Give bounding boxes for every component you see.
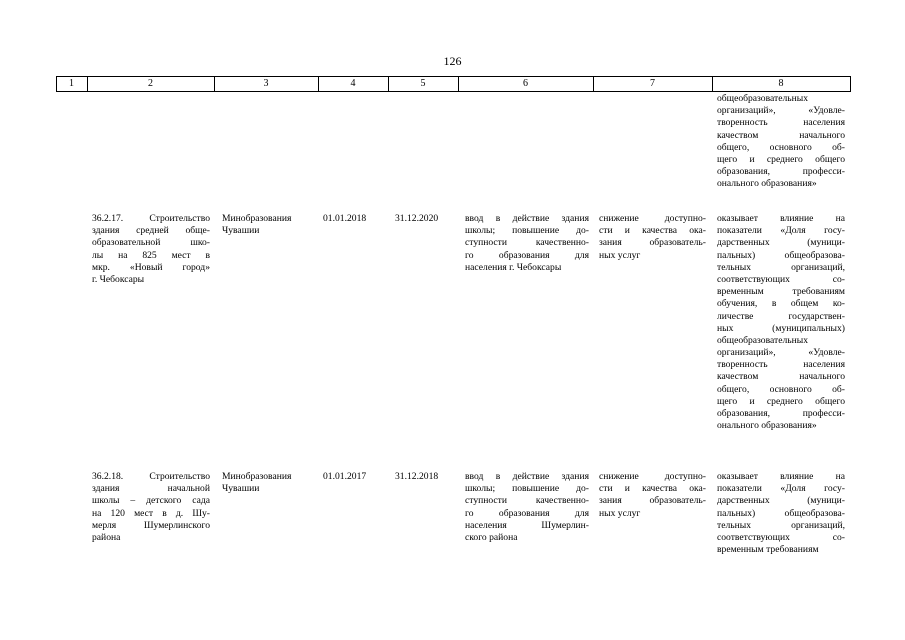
text-line: пальных) общеобразова- bbox=[717, 507, 845, 519]
text-line: ввод в действие здания bbox=[465, 213, 589, 224]
page-number: 126 bbox=[443, 54, 462, 68]
text-line: лы на 825 мест в bbox=[92, 249, 210, 261]
column-header-7: 7 bbox=[650, 78, 655, 89]
text-line: го образования для bbox=[465, 507, 589, 519]
text-line: общеобразовательных bbox=[717, 93, 808, 104]
text-line: 36.2.17. Строительство bbox=[92, 213, 210, 224]
text-line: Чувашии bbox=[222, 483, 260, 495]
column-header-2: 2 bbox=[148, 78, 153, 89]
text-line: щего и среднего общего bbox=[717, 153, 845, 165]
text-line: здания начальной bbox=[92, 483, 210, 495]
text-line: общеобразовательных bbox=[717, 334, 808, 346]
text-line: зания образователь- bbox=[599, 495, 706, 507]
text-line: сти и качества ока- bbox=[599, 483, 706, 495]
text-line: Минобразования bbox=[222, 471, 292, 482]
row-1-end-date: 31.12.2020 bbox=[395, 213, 439, 224]
text-line: онального образования» bbox=[717, 420, 817, 432]
row-1-name bbox=[92, 213, 210, 286]
text-line: качеством начального bbox=[717, 129, 845, 141]
text-line: мерля Шумерлинского bbox=[92, 519, 210, 531]
text-line: ных услуг bbox=[599, 507, 641, 519]
row-1-consequences bbox=[599, 213, 706, 262]
text-line: организаций», «Удовле- bbox=[717, 105, 845, 117]
row-2-indicators bbox=[717, 471, 845, 556]
text-line: временным требованиям bbox=[717, 544, 819, 556]
text-line: общего, основного об- bbox=[717, 383, 845, 395]
column-header-8: 8 bbox=[778, 78, 784, 89]
text-line: снижение доступно- bbox=[599, 471, 706, 482]
text-line: 36.2.18. Строительство bbox=[92, 471, 210, 482]
text-line: ных (муниципальных) bbox=[717, 322, 845, 334]
text-line: общего, основного об- bbox=[717, 141, 845, 153]
text-line: зания образователь- bbox=[599, 237, 706, 249]
text-line: оказывает влияние на bbox=[717, 471, 845, 482]
text-line: творенность населения bbox=[717, 117, 845, 129]
row-2-start-date: 01.01.2017 bbox=[323, 471, 367, 482]
text-line: школы – детского сада bbox=[92, 495, 210, 507]
text-line: школы; повышение до- bbox=[465, 225, 589, 237]
text-line: временным требованиям bbox=[717, 286, 845, 298]
table-header bbox=[56, 76, 851, 92]
column-header-5: 5 bbox=[420, 78, 426, 89]
text-line: сти и качества ока- bbox=[599, 225, 706, 237]
row-2-end-date: 31.12.2018 bbox=[395, 471, 439, 482]
row-1-indicators bbox=[717, 213, 845, 432]
row-2-executor bbox=[222, 471, 318, 495]
row-2-consequences bbox=[599, 471, 706, 520]
text-line: обучения, в общем ко- bbox=[717, 298, 845, 310]
column-header-3: 3 bbox=[263, 78, 269, 89]
text-line: го образования для bbox=[465, 249, 589, 261]
text-line: тельных организаций, bbox=[717, 519, 845, 531]
text-line: щего и среднего общего bbox=[717, 395, 845, 407]
text-line: школы; повышение до- bbox=[465, 483, 589, 495]
text-line: населения Шумерлин- bbox=[465, 519, 589, 531]
text-line: ступности качественно- bbox=[465, 237, 589, 249]
row-1-expected-result bbox=[465, 213, 589, 274]
text-line: ского района bbox=[465, 531, 518, 543]
text-line: г. Чебоксары bbox=[92, 273, 145, 285]
text-line: здания средней обще- bbox=[92, 225, 210, 237]
text-line: соответствующих со- bbox=[717, 273, 845, 285]
text-line: дарственных (муници- bbox=[717, 237, 845, 249]
text-line: на 120 мест в д. Шу- bbox=[92, 507, 210, 519]
text-line: ввод в действие здания bbox=[465, 471, 589, 482]
column-header-4: 4 bbox=[350, 78, 356, 89]
text-line: мкр. «Новый город» bbox=[92, 261, 210, 273]
text-line: онального образования» bbox=[717, 178, 817, 190]
text-line: снижение доступно- bbox=[599, 213, 706, 224]
column-header-1: 1 bbox=[69, 78, 74, 89]
text-line: соответствующих со- bbox=[717, 531, 845, 543]
continuation-indicators bbox=[717, 93, 845, 191]
text-line: Минобразования bbox=[222, 213, 292, 224]
text-line: ступности качественно- bbox=[465, 495, 589, 507]
text-line: показатели «Доля госу- bbox=[717, 483, 845, 495]
text-line: образования, професси- bbox=[717, 166, 845, 178]
text-line: Чувашии bbox=[222, 225, 260, 237]
row-1-start-date: 01.01.2018 bbox=[323, 213, 367, 224]
text-line: организаций», «Удовле- bbox=[717, 347, 845, 359]
text-line: ных услуг bbox=[599, 249, 641, 261]
row-1-executor bbox=[222, 213, 318, 237]
column-header-6: 6 bbox=[523, 78, 528, 89]
text-line: личестве государствен- bbox=[717, 310, 845, 322]
text-line: дарственных (муници- bbox=[717, 495, 845, 507]
column-divider bbox=[850, 77, 851, 91]
text-line: творенность населения bbox=[717, 359, 845, 371]
text-line: района bbox=[92, 531, 121, 543]
text-line: населения г. Чебоксары bbox=[465, 261, 562, 273]
row-2-expected-result bbox=[465, 471, 589, 544]
text-line: образовательной шко- bbox=[92, 237, 210, 249]
text-line: образования, професси- bbox=[717, 408, 845, 419]
text-line: качеством начального bbox=[717, 371, 845, 383]
text-line: тельных организаций, bbox=[717, 261, 845, 273]
text-line: показатели «Доля госу- bbox=[717, 225, 845, 237]
text-line: пальных) общеобразова- bbox=[717, 249, 845, 261]
row-2-name bbox=[92, 471, 210, 544]
text-line: оказывает влияние на bbox=[717, 213, 845, 224]
